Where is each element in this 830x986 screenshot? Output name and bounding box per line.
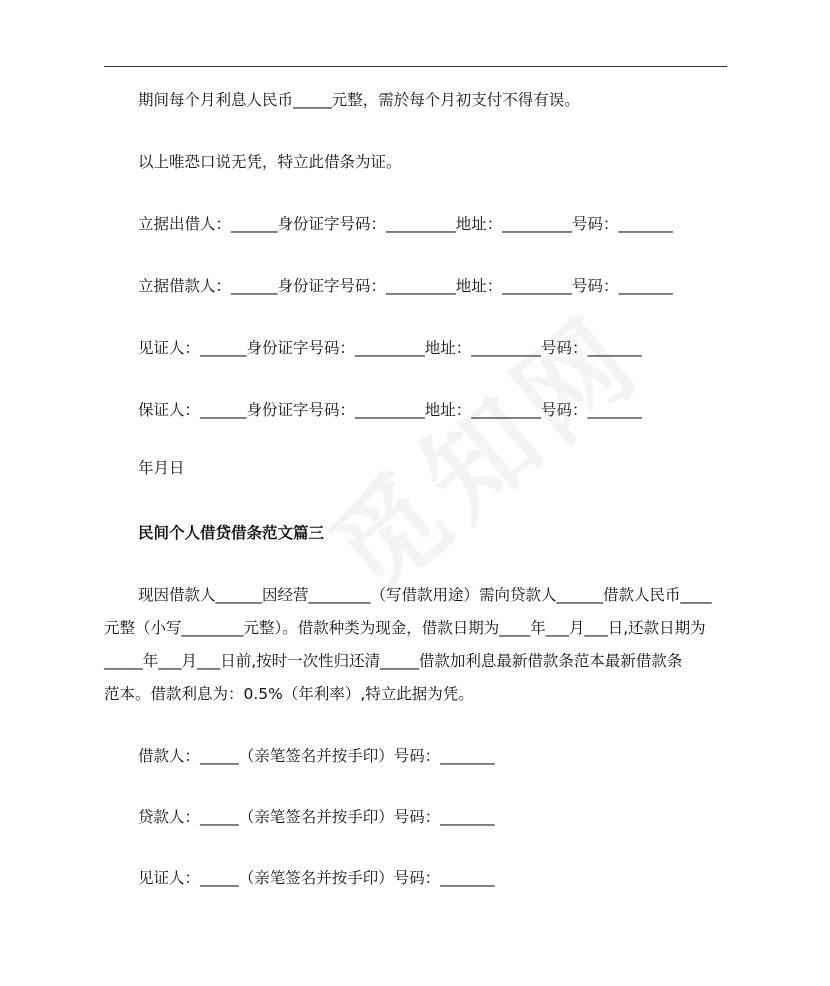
borrower-line: 立据借款人：______身份证字号码：_________地址：_________号码：_______ <box>138 277 673 295</box>
witness-line: 见证人：______身份证字号码：_________地址：_________号码：_______ <box>138 339 642 357</box>
signature-borrower: 借款人：_____（亲笔签名并按手印）号码：_______ <box>138 747 495 765</box>
text-line: 期间每个月利息人民币_____元整，需於每个月初支付不得有误。 <box>138 91 580 109</box>
text-line: 以上唯恐口说无凭，特立此借条为证。 <box>138 153 402 171</box>
guarantor-line: 保证人：______身份证字号码：_________地址：_________号码：_______ <box>138 401 642 419</box>
watermark <box>291 273 668 625</box>
header-rule <box>104 66 727 67</box>
lender-line: 立据出借人：______身份证字号码：_________地址：_________号码：_______ <box>138 215 673 233</box>
paragraph-line: 元整（小写________元整）。借款种类为现金，借款日期为____年___月___日,还款日期为 <box>104 619 706 637</box>
paragraph-line: 现因借款人______因经营________（写借款用途）需向贷款人______借款人民币____ <box>138 586 712 604</box>
paragraph-line: _____年___月___日前,按时一次性归还清_____借款加利息最新借款条范本最新借款条 <box>104 652 683 670</box>
signature-lender: 贷款人：_____（亲笔签名并按手印）号码：_______ <box>138 808 495 826</box>
date-line: 年月日 <box>138 459 185 477</box>
paragraph-line: 范本。借款利息为：0.5%（年利率）,特立此据为凭。 <box>104 685 474 703</box>
signature-witness: 见证人：_____（亲笔签名并按手印）号码：_______ <box>138 869 495 887</box>
section-heading: 民间个人借贷借条范文篇三 <box>138 524 325 542</box>
